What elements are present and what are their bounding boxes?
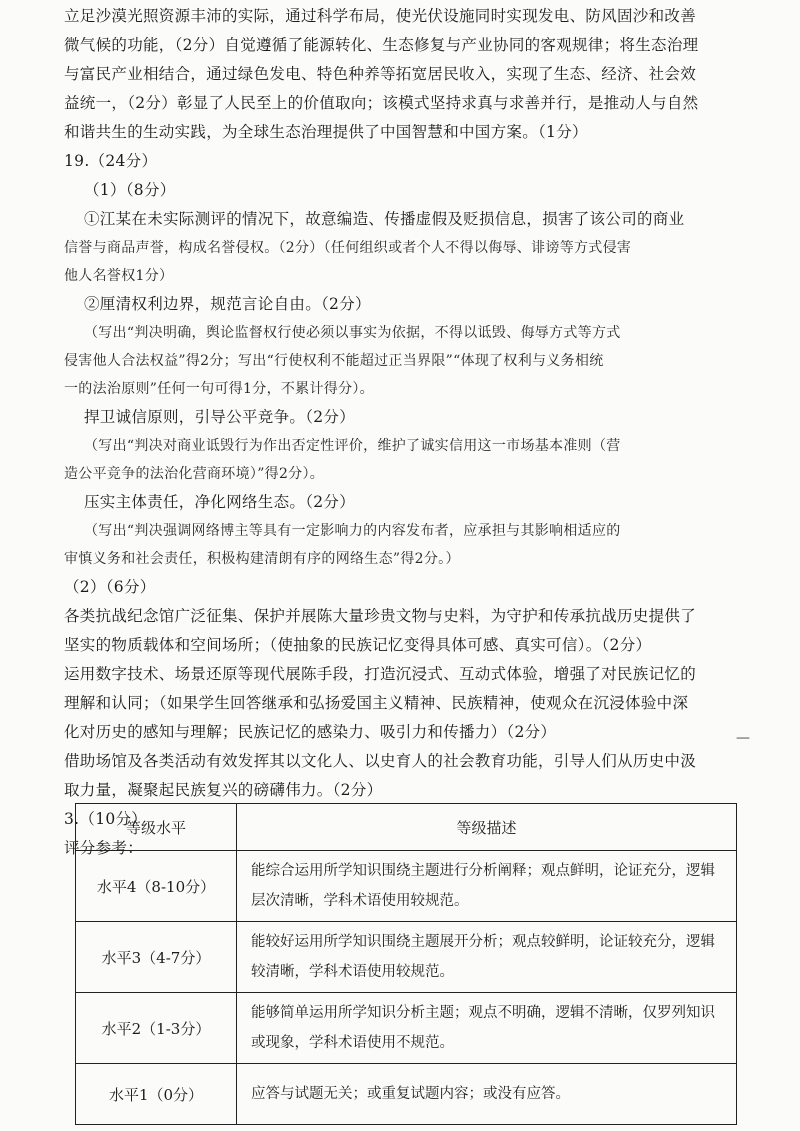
text-line: 借助场馆及各类活动有效发挥其以文化人、以史育人的社会教育功能，引导人们从历史中汲 <box>64 752 697 770</box>
level-cell: 水平2（1-3分） <box>76 993 237 1064</box>
text-line: 立足沙漠光照资源丰沛的实际，通过科学布局，使光伏设施同时实现发电、防风固沙和改善 <box>64 7 697 25</box>
scoring-note: （写出“判决明确，舆论监督权行使必须以事实为依据，不得以诋毁、侮辱方式等方式 <box>84 325 621 341</box>
stray-pen-mark: — <box>736 730 750 746</box>
part-1-heading: （1）（8分） <box>84 181 176 199</box>
header-description: 等级描述 <box>237 804 737 851</box>
question-19-heading: 19.（24分） <box>64 152 158 170</box>
text-line: 与富民产业相结合，通过绿色发电、特色种养等拓宽居民收入，实现了生态、经济、社会效 <box>64 65 697 83</box>
text-line: 化对历史的感知与理解；民族记忆的感染力、吸引力和传播力）（2分） <box>64 723 557 741</box>
intro-paragraph <box>64 2 762 147</box>
point-1-continuation: 信誉与商品声誉，构成名誉侵权。（2分）（任何组织或者个人不得以侮辱、诽谤等方式侵害 <box>64 240 632 256</box>
table-row <box>76 922 737 993</box>
header-level: 等级水平 <box>76 804 237 851</box>
description-cell: 能够简单运用所学知识分析主题；观点不明确，逻辑不清晰，仅罗列知识或现象，学科术语使用不规范。 <box>237 993 737 1064</box>
scoring-note: （写出“判决强调网络博主等具有一定影响力的内容发布者，应承担与其影响相适应的 <box>84 523 621 539</box>
scoring-note: （写出“判决对商业诋毁行为作出否定性评价，维护了诚实信用这一市场基本准则（营 <box>84 438 621 454</box>
text-line: 和谐共生的生动实践，为全球生态治理提供了中国智慧和中国方案。（1分） <box>64 123 588 141</box>
text-line: 理解和认同；（如果学生回答继承和弘扬爱国主义精神、民族精神，使观众在沉浸体验中深 <box>64 694 689 712</box>
table-row <box>76 851 737 922</box>
text-line: 微气候的功能，（2分）自觉遵循了能源转化、生态修复与产业协同的客观规律；将生态治理 <box>64 36 699 54</box>
description-cell: 能较好运用所学知识围绕主题展开分析；观点较鲜明，论证较充分，逻辑较清晰，学科术语使用较规范。 <box>237 922 737 993</box>
part-2-heading: （2）（6分） <box>64 578 156 596</box>
scoring-note: 侵害他人合法权益”得2分；写出“行使权利不能超过正当界限”“体现了权利与义务相统 <box>64 353 604 369</box>
scoring-note: 一的法治原则”任何一句可得1分，不累计得分）。 <box>64 381 374 397</box>
scoring-note: 造公平竞争的法治化营商环境）”得2分）。 <box>64 466 325 482</box>
text-line: 益统一，（2分）彰显了人民至上的价值取向；该模式坚持求真与求善并行，是推动人与自然 <box>64 94 699 112</box>
description-cell: 能综合运用所学知识围绕主题进行分析阐释；观点鲜明，论证充分，逻辑层次清晰，学科术语使用较规范。 <box>237 851 737 922</box>
table-row <box>76 993 737 1064</box>
table-header-row <box>76 804 737 851</box>
scoring-note: 审慎义务和社会责任，积极构建清朗有序的网络生态”得2分。） <box>64 551 460 567</box>
rubric-title: 评分参考： <box>64 839 144 857</box>
point-1: ①江某在未实际测评的情况下，故意编造、传播虚假及贬损信息，损害了该公司的商业 <box>84 210 685 228</box>
level-cell: 水平4（8-10分） <box>76 851 237 922</box>
table-row <box>76 1064 737 1125</box>
level-cell: 水平3（4-7分） <box>76 922 237 993</box>
level-cell: 水平1（0分） <box>76 1064 237 1125</box>
text-line: 坚实的物质载体和空间场所；（使抽象的民族记忆变得具体可感、真实可信）。（2分） <box>64 636 652 654</box>
point-1-continuation-2: 他人名誉权1分） <box>64 268 174 284</box>
grading-table <box>75 803 737 1125</box>
text-line: 各类抗战纪念馆广泛征集、保护并展陈大量珍贵文物与史料，为守护和传承抗战历史提供了 <box>64 607 697 625</box>
point-4: 压实主体责任，净化网络生态。（2分） <box>84 493 356 511</box>
text-line: 运用数字技术、场景还原等现代展陈手段，打造沉浸式、互动式体验，增强了对民族记忆的 <box>64 665 697 683</box>
point-2: ②厘清权利边界，规范言论自由。（2分） <box>84 295 371 313</box>
text-line: 取力量，凝聚起民族复兴的磅礴伟力。（2分） <box>64 781 383 799</box>
description-cell: 应答与试题无关；或重复试题内容；或没有应答。 <box>237 1064 737 1125</box>
question-3-heading: 3.（10分） <box>64 810 148 828</box>
point-3: 捍卫诚信原则，引导公平竞争。（2分） <box>84 408 356 426</box>
